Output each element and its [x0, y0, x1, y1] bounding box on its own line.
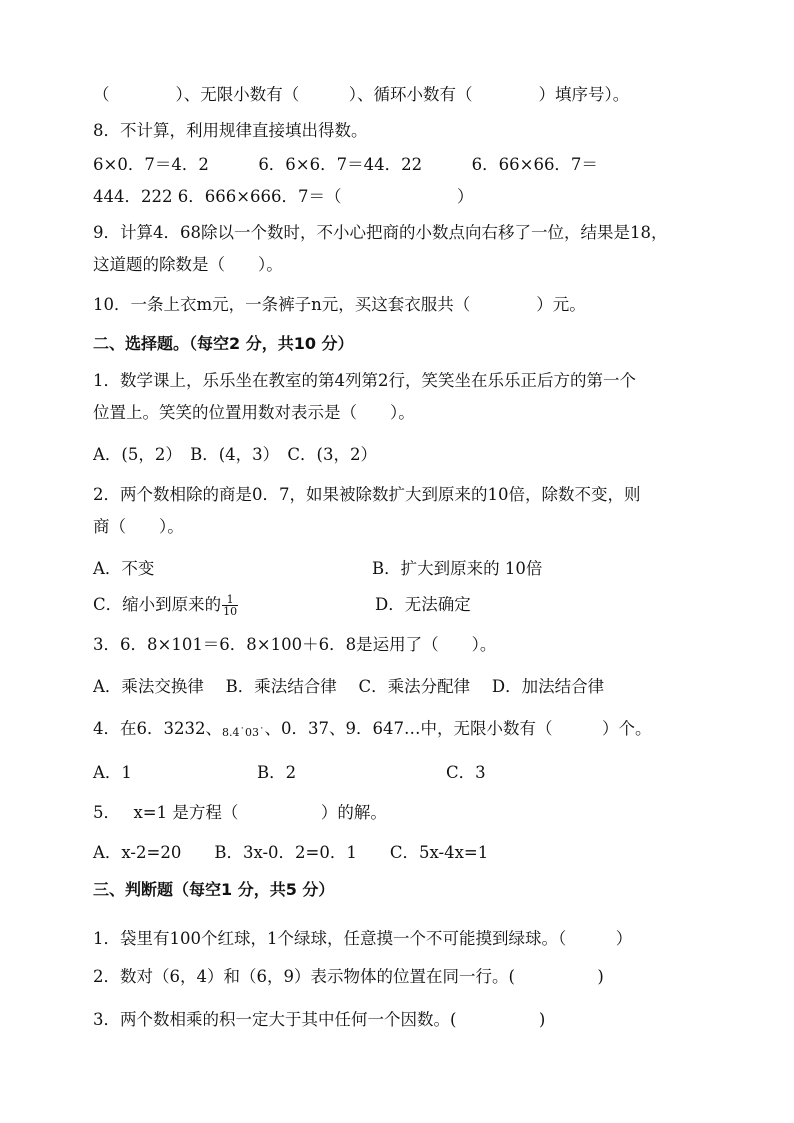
choice-q2-option-c-label: C．缩小到原来的 [93, 595, 222, 614]
q10-question: 10．一条上衣m元，一条裤子n元，买这套衣服共（ ）元。 [93, 295, 586, 314]
choice-q3-options: A．乘法交换律 B．乘法结合律 C．乘法分配律 D．加法结合律 [93, 677, 605, 696]
choice-q4-option-b: B．2 [257, 763, 297, 782]
choice-q1: 1．数学课上，乐乐坐在教室的第4列第2行，笑笑坐在乐乐正后方的第一个 [93, 371, 636, 390]
fraction-numerator: 1 [222, 594, 238, 606]
choice-q2-option-d: D．无法确定 [375, 595, 471, 614]
choice-q4 [93, 718, 652, 744]
judgement-q3: 3．两个数相乘的积一定大于其中任何一个因数。( ) [93, 1010, 546, 1029]
choice-q3: 3．6．8×101＝6．8×100＋6．8是运用了（ ）。 [93, 635, 497, 654]
choice-q2-option-b: B．扩大到原来的 10倍 [372, 559, 543, 578]
judgement-q2: 2．数对（6，4）和（6，9）表示物体的位置在同一行。( ) [93, 967, 604, 986]
choice-q4-option-a: A．1 [93, 763, 132, 782]
section-heading-choice: 二、选择题。（每空2 分，共10 分） [93, 334, 354, 353]
choice-q2-option-c [93, 594, 238, 617]
q9-question: 9．计算4．68除以一个数时，不小心把商的小数点向右移了一位，结果是18， [93, 223, 668, 242]
q8-pattern-line-1: 6×0．7＝4．2 6．6×6．7＝44．22 6．66×66．7＝ [93, 155, 598, 174]
choice-q4-part-1: 4．在6．3232、 [93, 719, 222, 738]
choice-q2-option-a: A．不变 [93, 559, 155, 578]
choice-q1-continued: 位置上。笑笑的位置用数对表示是（ ）。 [93, 403, 415, 422]
fraction-denominator: 10 [223, 605, 238, 618]
q9-question-continued: 这道题的除数是（ ）。 [93, 255, 283, 274]
repeating-decimal: 8.4˙03˙ [222, 726, 265, 739]
q8-pattern-line-2: 444．222 6．666×666．7＝（ ） [93, 187, 474, 206]
choice-q5: 5． x=1 是方程（ ）的解。 [93, 803, 387, 822]
choice-q5-options: A．x-2=20 B．3x-0．2=0．1 C．5x-4x=1 [93, 843, 489, 862]
q8-question: 8．不计算，利用规律直接填出得数。 [93, 121, 368, 140]
choice-q1-options: A．(5，2） B．(4，3） C．(3，2） [93, 445, 377, 464]
q7-fill-blanks-continued: （ ）、无限小数有（ ）、循环小数有（ ）填序号）。 [93, 85, 630, 104]
choice-q2-continued: 商（ ）。 [93, 517, 184, 536]
choice-q2: 2．两个数相除的商是0．7，如果被除数扩大到原来的10倍，除数不变，则 [93, 485, 641, 504]
fraction-one-tenth [222, 594, 238, 617]
choice-q4-option-c: C．3 [446, 763, 486, 782]
judgement-q1: 1．袋里有100个红球，1个绿球，任意摸一个不可能摸到绿球。（ ） [93, 929, 633, 948]
choice-q4-part-2: 、0．37、9．647…中，无限小数有（ ）个。 [264, 719, 652, 738]
section-heading-judgement: 三、判断题（每空1 分，共5 分） [93, 880, 335, 899]
